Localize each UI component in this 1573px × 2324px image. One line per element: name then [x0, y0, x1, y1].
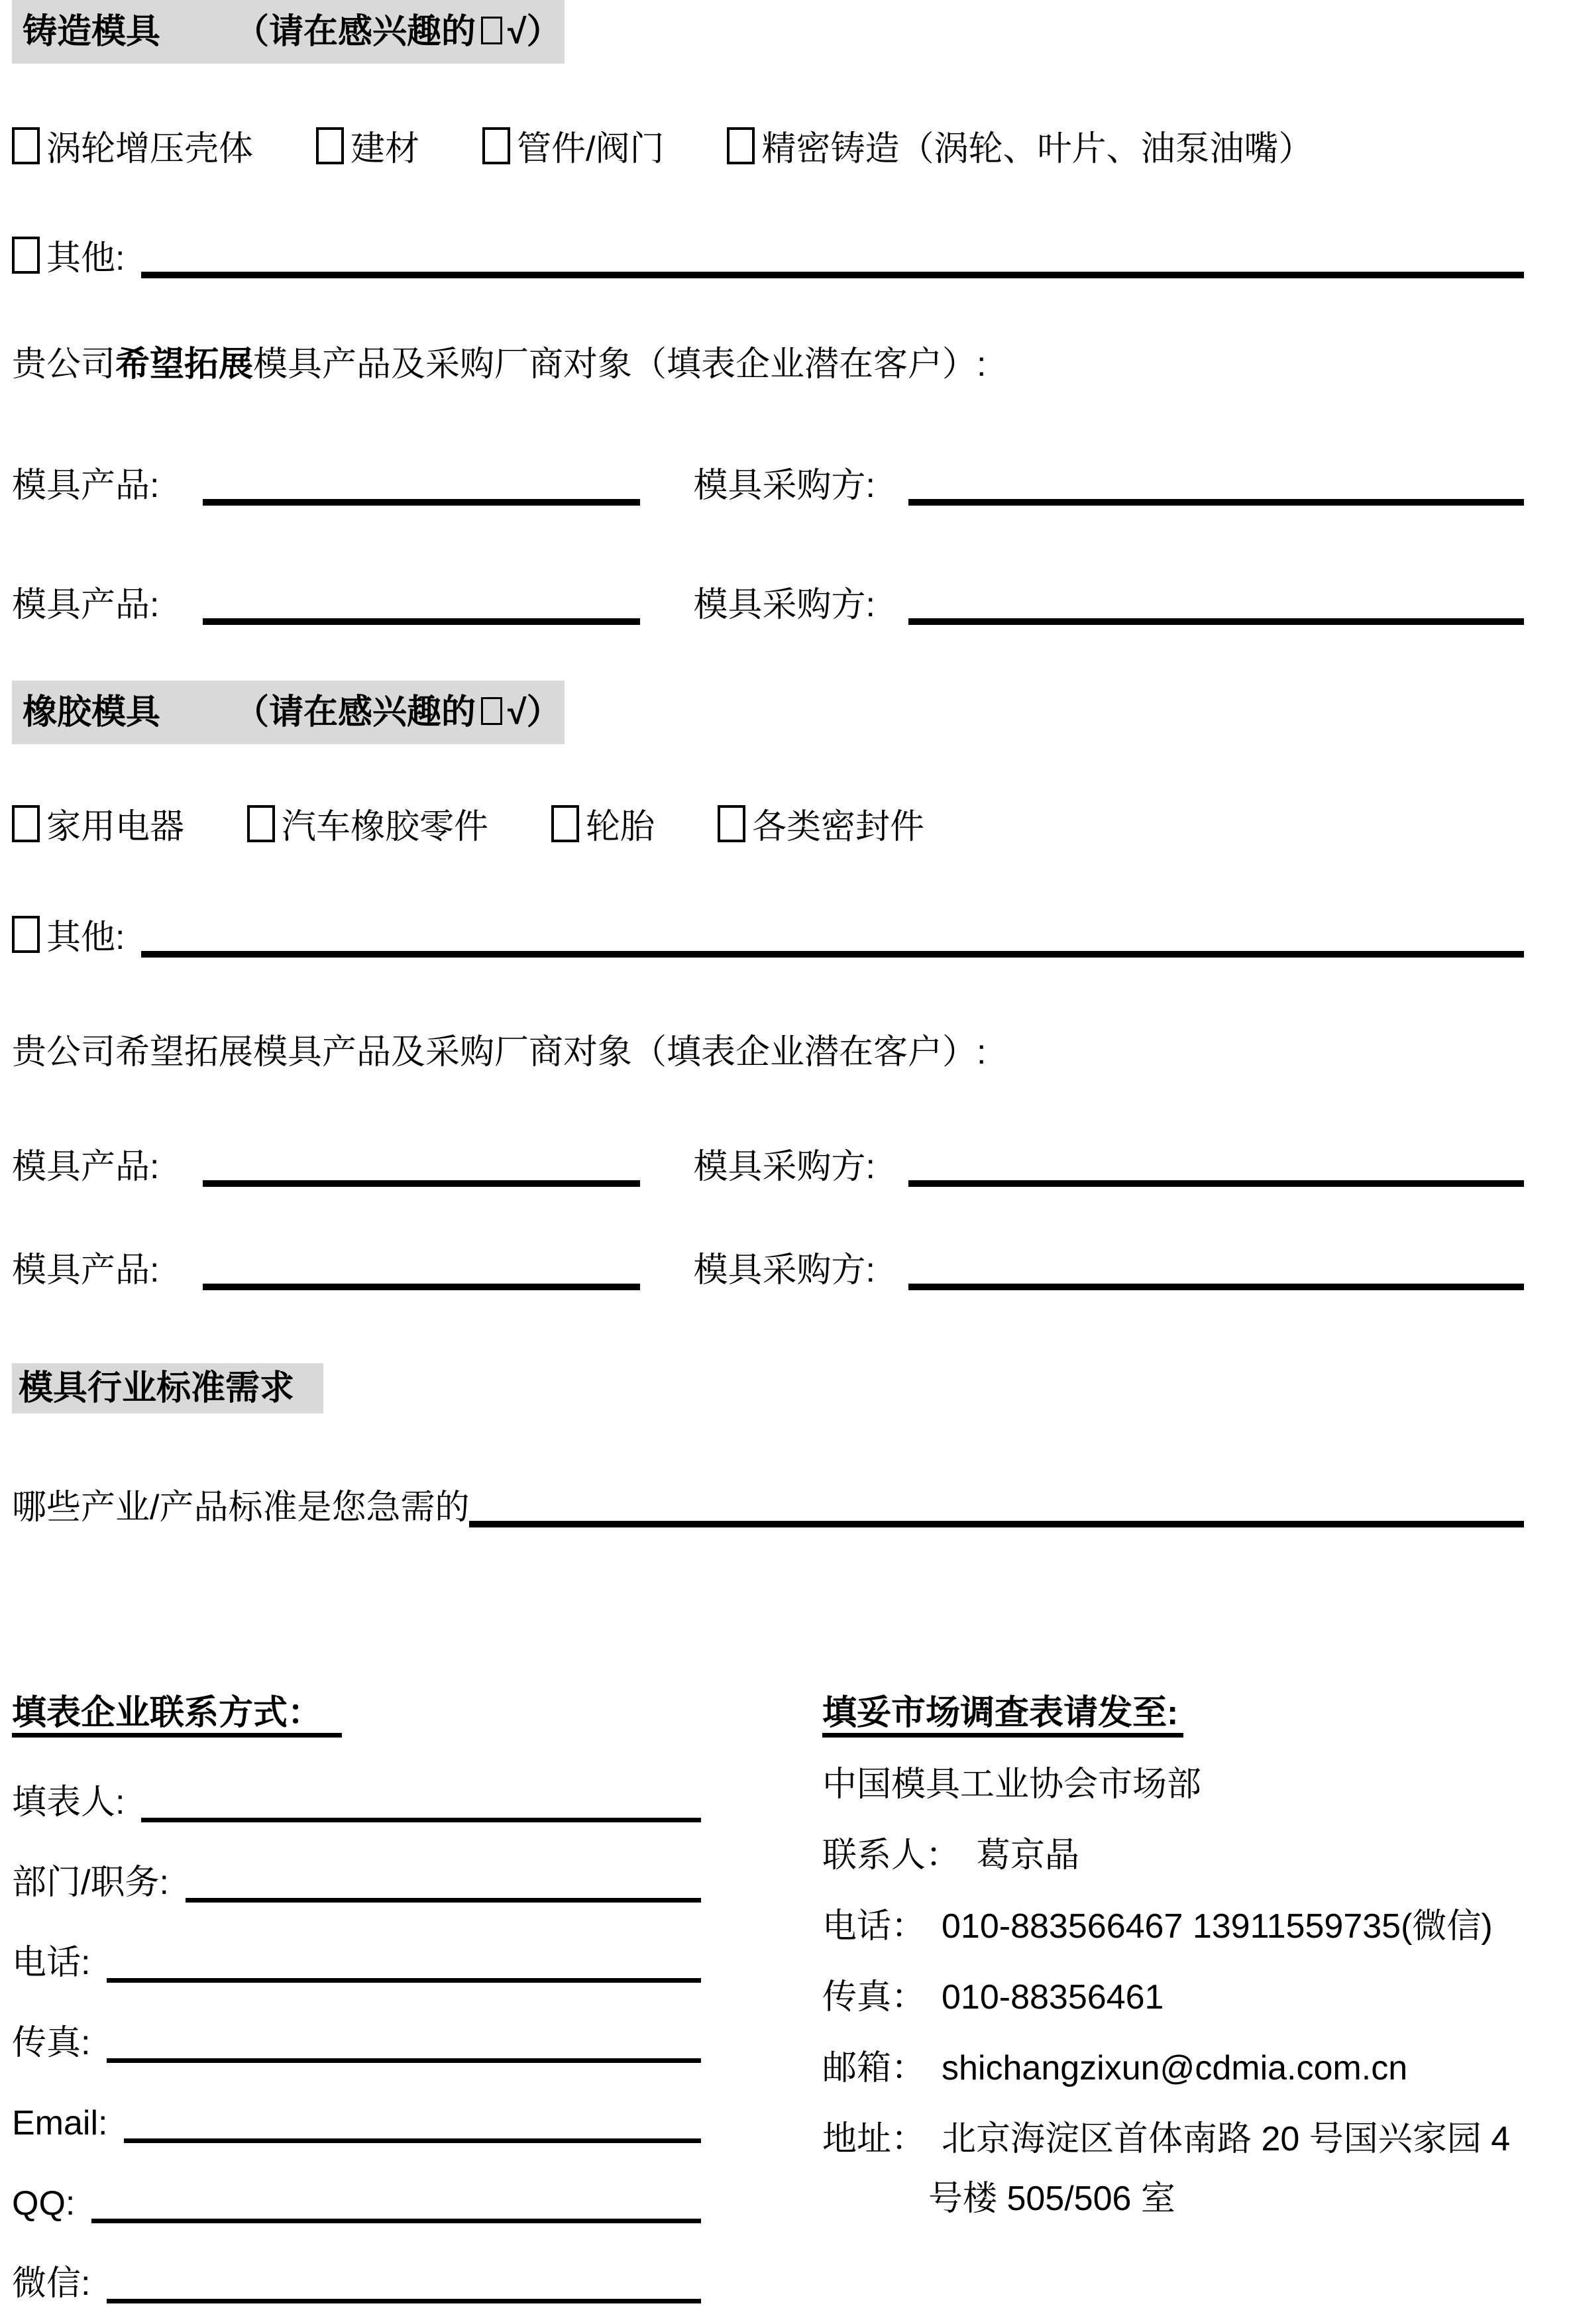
standards-question-input-line[interactable]: [469, 1486, 1524, 1527]
department-input-line[interactable]: [186, 1866, 701, 1903]
field-row-fax: [12, 2023, 701, 2063]
field-row-qq: [12, 2184, 701, 2223]
casting-option-pipe-valve[interactable]: [482, 127, 664, 169]
casting-expand-suffix: 模具产品及采购厂商对象（填表企业潜在客户）:: [253, 345, 987, 384]
buyer-label: 模具采购方:: [693, 467, 875, 505]
rubber-section-note: [235, 693, 561, 732]
send-to-column: [822, 1693, 1524, 2219]
buyer-label: 模具采购方:: [693, 1251, 875, 1290]
casting-option-building-materials[interactable]: [316, 127, 419, 169]
casting-option-label: 涡轮增压壳体: [46, 130, 254, 168]
casting-expand-prefix: 贵公司: [12, 345, 116, 384]
standards-question-row: [12, 1488, 1524, 1527]
casting-other-input-line[interactable]: [141, 237, 1524, 278]
casting-product-buyer-row-2: [12, 585, 1524, 625]
email-input-line[interactable]: [124, 2107, 701, 2143]
casting-other-row: [12, 239, 1524, 278]
contact-person-value: 葛京晶: [976, 1836, 1080, 1875]
casting-other-option[interactable]: [12, 237, 125, 278]
rubber-product-buyer-row-2: [12, 1250, 1524, 1290]
casting-note-suffix: √）: [508, 13, 561, 51]
section-header-standards: [12, 1363, 323, 1413]
organization-name: 中国模具工业协会市场部: [822, 1765, 1202, 1804]
send-to-organization: [822, 1765, 1524, 1804]
department-label: 部门/职务:: [12, 1863, 169, 1902]
rubber-option-auto-rubber-parts[interactable]: [247, 805, 488, 847]
checkbox-icon[interactable]: [551, 805, 579, 842]
send-to-email-value: shichangzixun@cdmia.com.cn: [942, 2049, 1408, 2087]
rubber-other-row: [12, 918, 1524, 958]
rubber-expand-text: [12, 1032, 1524, 1072]
rubber-product-input-line-2[interactable]: [203, 1249, 640, 1290]
product-label: 模具产品:: [12, 1251, 160, 1290]
send-to-address-label: 地址：: [822, 2120, 926, 2158]
rubber-other-input-line[interactable]: [141, 916, 1524, 958]
standards-section-title: 模具行业标准需求: [19, 1369, 295, 1408]
rubber-section-title: 橡胶模具: [23, 693, 161, 732]
send-to-email: [822, 2048, 1524, 2088]
footer-contact-block: [12, 1693, 1524, 2303]
rubber-option-tires[interactable]: [551, 805, 655, 847]
rubber-option-seals[interactable]: [718, 805, 924, 847]
send-to-contact-person: [822, 1836, 1524, 1875]
casting-section-note: [235, 13, 561, 51]
checkbox-icon[interactable]: [718, 805, 745, 842]
rubber-buyer-input-line-1[interactable]: [908, 1146, 1524, 1187]
casting-product-input-line-1[interactable]: [203, 465, 640, 506]
rubber-product-input-line-1[interactable]: [203, 1146, 640, 1187]
section-header-casting: [12, 0, 565, 64]
casting-product-input-line-2[interactable]: [203, 584, 640, 625]
checkbox-icon[interactable]: [12, 916, 40, 953]
rubber-note-prefix: （请在感兴趣的: [235, 693, 476, 732]
checkbox-icon: [481, 697, 502, 725]
rubber-option-label: 家用电器: [46, 808, 185, 846]
send-to-email-label: 邮箱：: [822, 2049, 926, 2087]
casting-other-label: 其他:: [46, 239, 125, 278]
rubber-note-suffix: √）: [508, 693, 561, 732]
phone-input-line[interactable]: [107, 1946, 701, 1983]
wechat-label: 微信:: [12, 2264, 91, 2303]
rubber-option-label: 汽车橡胶零件: [282, 808, 489, 846]
section-header-rubber: [12, 681, 565, 744]
casting-note-prefix: （请在感兴趣的: [235, 13, 476, 51]
standards-question-label: 哪些产业/产品标准是您急需的: [12, 1488, 470, 1527]
fax-input-line[interactable]: [107, 2026, 701, 2063]
buyer-label: 模具采购方:: [693, 1148, 875, 1186]
casting-buyer-input-line-1[interactable]: [908, 465, 1524, 506]
field-row-wechat: [12, 2264, 701, 2303]
phone-label: 电话:: [12, 1944, 91, 1982]
filler-contact-header: 填表企业联系方式：: [12, 1693, 342, 1738]
send-to-address-value-2: 号楼 505/506 室: [928, 2180, 1175, 2218]
send-to-address-value-1: 北京海淀区首体南路 20 号国兴家园 4: [942, 2120, 1511, 2158]
rubber-expand-label: 贵公司希望拓展模具产品及采购厂商对象（填表企业潜在客户）:: [12, 1033, 987, 1072]
checkbox-icon[interactable]: [247, 805, 275, 842]
rubber-options-row: [12, 807, 1524, 847]
checkbox-icon[interactable]: [316, 127, 344, 164]
checkbox-icon[interactable]: [12, 805, 40, 842]
rubber-other-label: 其他:: [46, 918, 125, 957]
casting-product-buyer-row-1: [12, 466, 1524, 506]
send-to-phone: [822, 1907, 1524, 1946]
product-label: 模具产品:: [12, 586, 160, 624]
rubber-product-buyer-row-1: [12, 1147, 1524, 1187]
send-to-phone-label: 电话：: [822, 1907, 926, 1946]
casting-section-title: 铸造模具: [23, 13, 161, 51]
product-label: 模具产品:: [12, 467, 160, 505]
filler-name-input-line[interactable]: [141, 1786, 701, 1822]
send-to-fax-label: 传真：: [822, 1978, 926, 2017]
checkbox-icon: [481, 17, 502, 44]
casting-expand-text: [12, 345, 1524, 384]
field-row-department: [12, 1863, 701, 1903]
email-label: Email:: [12, 2104, 108, 2142]
field-row-filler-name: [12, 1783, 701, 1822]
checkbox-icon[interactable]: [482, 127, 510, 164]
checkbox-icon[interactable]: [12, 127, 40, 164]
send-to-fax-value: 010-88356461: [942, 1978, 1164, 2017]
casting-option-turbo[interactable]: [12, 127, 253, 169]
casting-buyer-input-line-2[interactable]: [908, 584, 1524, 625]
casting-option-label: 精密铸造（涡轮、叶片、油泵油嘴）: [761, 130, 1313, 168]
rubber-option-label: 轮胎: [586, 808, 655, 846]
rubber-option-home-appliance[interactable]: [12, 805, 184, 847]
rubber-other-option[interactable]: [12, 916, 125, 958]
checkbox-icon[interactable]: [727, 127, 755, 164]
buyer-label: 模具采购方:: [693, 586, 875, 624]
field-row-email: [12, 2103, 701, 2143]
filler-contact-column: [12, 1693, 701, 2303]
qq-input-line[interactable]: [91, 2187, 701, 2223]
rubber-buyer-input-line-2[interactable]: [908, 1249, 1524, 1290]
wechat-input-line[interactable]: [107, 2267, 701, 2303]
send-to-address-line-2: [822, 2179, 1524, 2219]
casting-option-label: 建材: [351, 130, 420, 168]
fax-label: 传真:: [12, 2024, 91, 2062]
casting-expand-emphasis: 希望拓展: [115, 345, 254, 384]
checkbox-icon[interactable]: [12, 237, 40, 274]
product-label: 模具产品:: [12, 1148, 160, 1186]
filler-name-label: 填表人:: [12, 1783, 125, 1822]
send-to-header: 填妥市场调查表请发至:: [822, 1693, 1183, 1738]
send-to-phone-value: 010-883566467 13911559735(微信): [942, 1907, 1493, 1946]
qq-label: QQ:: [12, 2184, 76, 2223]
rubber-option-label: 各类密封件: [752, 808, 925, 846]
contact-person-label: 联系人：: [822, 1836, 961, 1875]
casting-option-precision-casting[interactable]: [727, 127, 1313, 169]
send-to-fax: [822, 1977, 1524, 2017]
casting-options-row: [12, 129, 1524, 169]
send-to-address-line-1: [822, 2119, 1524, 2159]
casting-option-label: 管件/阀门: [517, 130, 665, 168]
field-row-phone: [12, 1943, 701, 1983]
